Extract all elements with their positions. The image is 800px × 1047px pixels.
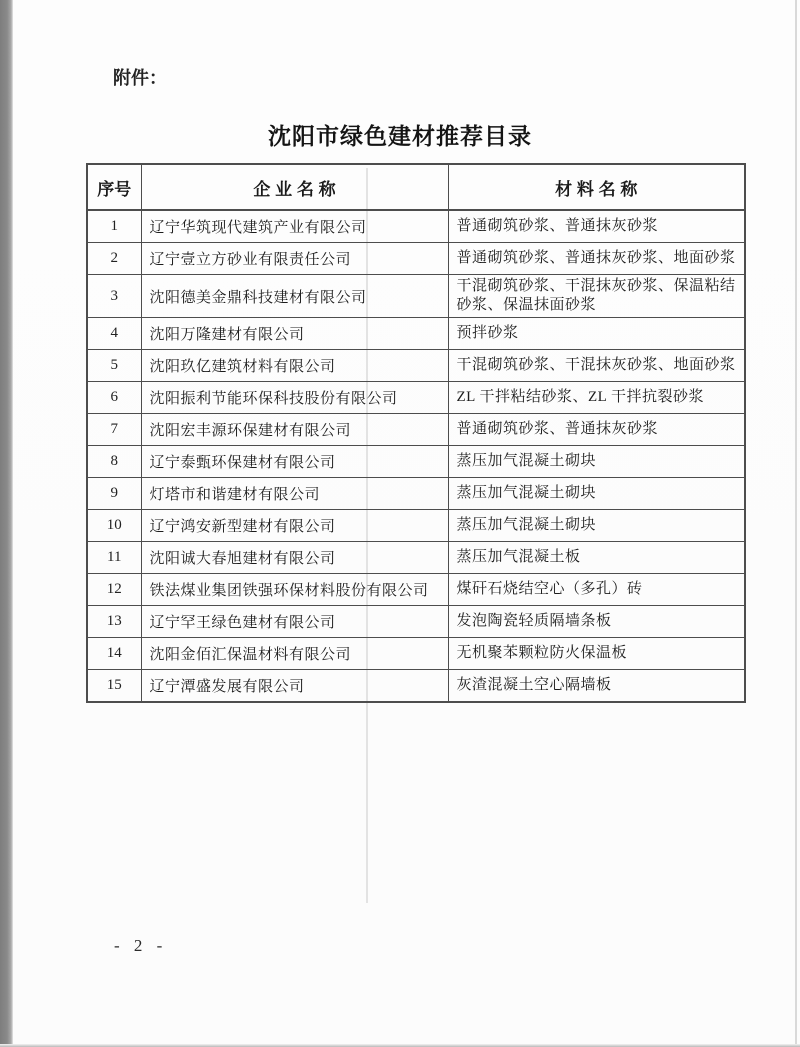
row-index: 13 (87, 606, 141, 638)
material-name: 蒸压加气混凝土砌块 (448, 510, 745, 542)
company-name: 辽宁华筑现代建筑产业有限公司 (141, 210, 448, 243)
table-row (87, 606, 745, 638)
row-index: 8 (87, 446, 141, 478)
company-name: 辽宁罕王绿色建材有限公司 (141, 606, 448, 638)
material-name: 普通砌筑砂浆、普通抹灰砂浆 (448, 414, 745, 446)
page-number: - 2 - (114, 936, 168, 955)
row-index: 1 (87, 210, 141, 243)
scan-left-edge (0, 0, 13, 1047)
row-index: 15 (87, 670, 141, 703)
table-row (87, 542, 745, 574)
row-index: 3 (87, 275, 141, 318)
material-name: 煤矸石烧结空心（多孔）砖 (448, 574, 745, 606)
green-materials-table (86, 163, 746, 703)
row-index: 9 (87, 478, 141, 510)
company-name: 沈阳万隆建材有限公司 (141, 318, 448, 350)
row-index: 7 (87, 414, 141, 446)
row-index: 12 (87, 574, 141, 606)
table-row (87, 318, 745, 350)
company-name: 沈阳玖亿建筑材料有限公司 (141, 350, 448, 382)
material-name: 普通砌筑砂浆、普通抹灰砂浆、地面砂浆 (448, 243, 745, 275)
material-name: 预拌砂浆 (448, 318, 745, 350)
company-name: 沈阳振利节能环保科技股份有限公司 (141, 382, 448, 414)
company-name: 铁法煤业集团铁强环保材料股份有限公司 (141, 574, 448, 606)
row-index: 14 (87, 638, 141, 670)
header-material: 材 料 名 称 (448, 164, 745, 210)
material-name: 干混砌筑砂浆、干混抹灰砂浆、地面砂浆 (448, 350, 745, 382)
company-name: 辽宁鸿安新型建材有限公司 (141, 510, 448, 542)
material-name: 灰渣混凝土空心隔墙板 (448, 670, 745, 703)
material-name: 蒸压加气混凝土砌块 (448, 446, 745, 478)
company-name: 灯塔市和谐建材有限公司 (141, 478, 448, 510)
table-row (87, 210, 745, 243)
company-name: 沈阳德美金鼎科技建材有限公司 (141, 275, 448, 318)
company-name: 沈阳诚大春旭建材有限公司 (141, 542, 448, 574)
row-index: 11 (87, 542, 141, 574)
table-row (87, 414, 745, 446)
page-title: 沈阳市绿色建材推荐目录 (268, 123, 532, 149)
table-row (87, 275, 745, 318)
table-row (87, 510, 745, 542)
company-name: 辽宁壹立方砂业有限责任公司 (141, 243, 448, 275)
material-name: 无机聚苯颗粒防火保温板 (448, 638, 745, 670)
table-row (87, 574, 745, 606)
company-name: 辽宁泰甄环保建材有限公司 (141, 446, 448, 478)
row-index: 5 (87, 350, 141, 382)
material-name: 发泡陶瓷轻质隔墙条板 (448, 606, 745, 638)
material-name: 蒸压加气混凝土板 (448, 542, 745, 574)
table-row (87, 243, 745, 275)
company-name: 沈阳宏丰源环保建材有限公司 (141, 414, 448, 446)
attachment-label: 附件： (113, 68, 167, 88)
header-index: 序号 (87, 164, 141, 210)
row-index: 4 (87, 318, 141, 350)
table-header-row (87, 164, 745, 210)
company-name: 沈阳金佰汇保温材料有限公司 (141, 638, 448, 670)
material-name: 普通砌筑砂浆、普通抹灰砂浆 (448, 210, 745, 243)
row-index: 6 (87, 382, 141, 414)
table-row (87, 670, 745, 703)
table-row (87, 382, 745, 414)
scan-right-edge (795, 0, 797, 1047)
table-row (87, 478, 745, 510)
row-index: 2 (87, 243, 141, 275)
table-row (87, 638, 745, 670)
company-name: 辽宁潭盛发展有限公司 (141, 670, 448, 703)
row-index: 10 (87, 510, 141, 542)
material-name: 蒸压加气混凝土砌块 (448, 478, 745, 510)
material-name: 干混砌筑砂浆、干混抹灰砂浆、保温粘结砂浆、保温抹面砂浆 (448, 275, 745, 318)
material-name: ZL 干拌粘结砂浆、ZL 干拌抗裂砂浆 (448, 382, 745, 414)
table-row (87, 446, 745, 478)
table-row (87, 350, 745, 382)
header-company: 企 业 名 称 (141, 164, 448, 210)
